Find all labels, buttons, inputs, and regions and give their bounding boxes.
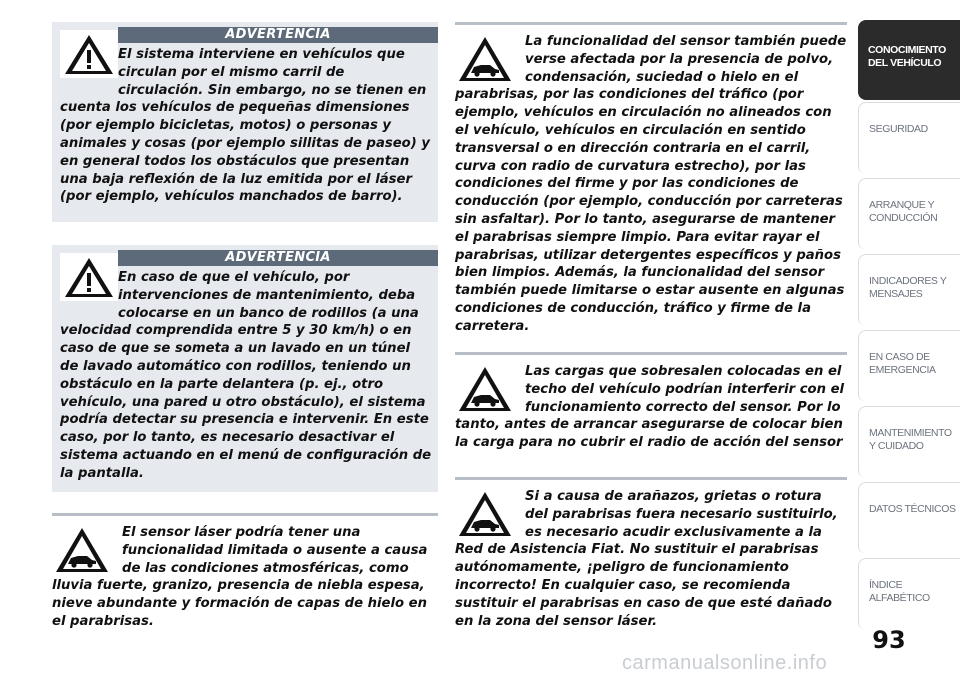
tab-label: SEGURIDAD: [869, 123, 928, 135]
tab-mantenimiento-y-cuidado[interactable]: [858, 406, 960, 478]
warning-text: En caso de que el vehículo, por intervenciones de mantenimiento, deba colocarse en un banco de rodillos (a una velocidad comprendida entre 5 y 30 km/h) o en caso de que se someta a un lavado en un túnel de lavado automático con rodillos, teniendo un obstáculo en la parte delantera (p. ej., otro vehículo, una pared u otro obstáculo), el sistema podría detectar su presencia e intervenir. En este caso, por lo tanto, es necesario desactivar el sistema actuando en el menú de configuración de la pantalla.: [60, 270, 432, 481]
note-windshield-replacement: [455, 477, 847, 627]
warning-text: El sistema interviene en vehículos que circulan por el mismo carril de circulación. Sin embargo, no se tienen en cuenta los vehículos de pequeñas dimensiones (por ejemplo bicicletas, motos) o personas y animales y cosas (por ejemplo sillitas de paseo) y en general todos los obstáculos que presentan una baja reflexión de la luz emitida por el láser (por ejemplo, vehículos manchados de barro).: [60, 47, 430, 205]
note-sensor-conditions: [455, 22, 847, 332]
tab-label: EN CASO DE EMERGENCIA: [869, 351, 936, 376]
tab-label: MANTENIMIENTO Y CUIDADO: [869, 427, 952, 452]
warning-header: ADVERTENCIA: [118, 250, 438, 266]
tab-arranque-y-conduccion[interactable]: [858, 178, 960, 250]
vehicle-warning-triangle-icon: [54, 526, 110, 576]
vehicle-warning-triangle-icon: [457, 35, 513, 85]
tab-indice-alfabetico[interactable]: [858, 558, 960, 630]
note-text: Las cargas que sobresalen colocadas en el techo del vehículo podrían interferir con el funcionamiento correcto del sensor. Por lo tanto, antes de arrancar asegurarse de colocar bien la carga para no cubrir el radio de acción del sensor: [455, 364, 845, 451]
warning-box-1: [52, 22, 438, 222]
tab-conocimiento-del-vehiculo[interactable]: [858, 20, 960, 100]
divider: [455, 352, 847, 355]
tab-seguridad[interactable]: [858, 102, 960, 174]
note-text: El sensor láser podría tener una funcionalidad limitada o ausente a causa de las condiciones atmosféricas, como lluvia fuerte, granizo, presencia de niebla espesa, nieve abundante y formación de capas de hielo en el parabrisas.: [52, 525, 428, 629]
vehicle-warning-triangle-icon: [457, 490, 513, 540]
tab-en-caso-de-emergencia[interactable]: [858, 330, 960, 402]
note-text: Si a causa de arañazos, grietas o rotura del parabrisas fuera necesario sustituirlo, es necesario acudir exclusivamente a la Red de Asistencia Fiat. No sustituir el parabrisas autónomamente, ¡peligro de funcionamiento incorrecto! En cualquier caso, se recomienda sustituir el parabrisas en caso de que esté dañado en la zona del sensor láser.: [455, 489, 838, 629]
divider: [52, 513, 438, 516]
vehicle-warning-triangle-icon: [457, 365, 513, 415]
tab-label: ARRANQUE Y CONDUCCIÓN: [869, 199, 938, 224]
warning-header: ADVERTENCIA: [118, 27, 438, 43]
note-laser-weather: [52, 513, 438, 633]
divider: [455, 22, 847, 25]
page-number: 93: [872, 626, 906, 654]
tab-label: ÍNDICE ALFABÉTICO: [869, 579, 930, 604]
tab-label: INDICADORES Y MENSAJES: [869, 275, 947, 300]
tab-label: CONOCIMIENTO DEL VEHÍCULO: [868, 44, 946, 69]
tab-label: DATOS TÉCNICOS: [869, 503, 956, 515]
watermark: carmanualsonline.info: [622, 652, 828, 674]
tab-datos-tecnicos[interactable]: [858, 482, 960, 554]
tab-indicadores-y-mensajes[interactable]: [858, 254, 960, 326]
note-text: La funcionalidad del sensor también puede verse afectada por la presencia de polvo, condensación, suciedad o hielo en el parabrisas, por las condiciones del tráfico (por ejemplo, vehículos en circulación no alineados con el vehículo, vehículos en circulación en sentido transversal o en dirección contraria en el carril, curva con radio de curvatura estrecho), por las condiciones del firme y por las condiciones de conducción (por ejemplo, conducción por carreteras sin asfaltar). Por lo tanto, asegurarse de mantener el parabrisas siempre limpio. Para evitar rayar el parabrisas, utilizar detergentes específicos y paños bien limpios. Además, la funcionalidad del sensor también puede limitarse o estar ausente en algunas condiciones de conducción, tráfico y firme de la carretera.: [455, 34, 847, 334]
divider: [455, 477, 847, 480]
warning-box-2: [52, 245, 438, 492]
note-roof-load: [455, 352, 847, 462]
